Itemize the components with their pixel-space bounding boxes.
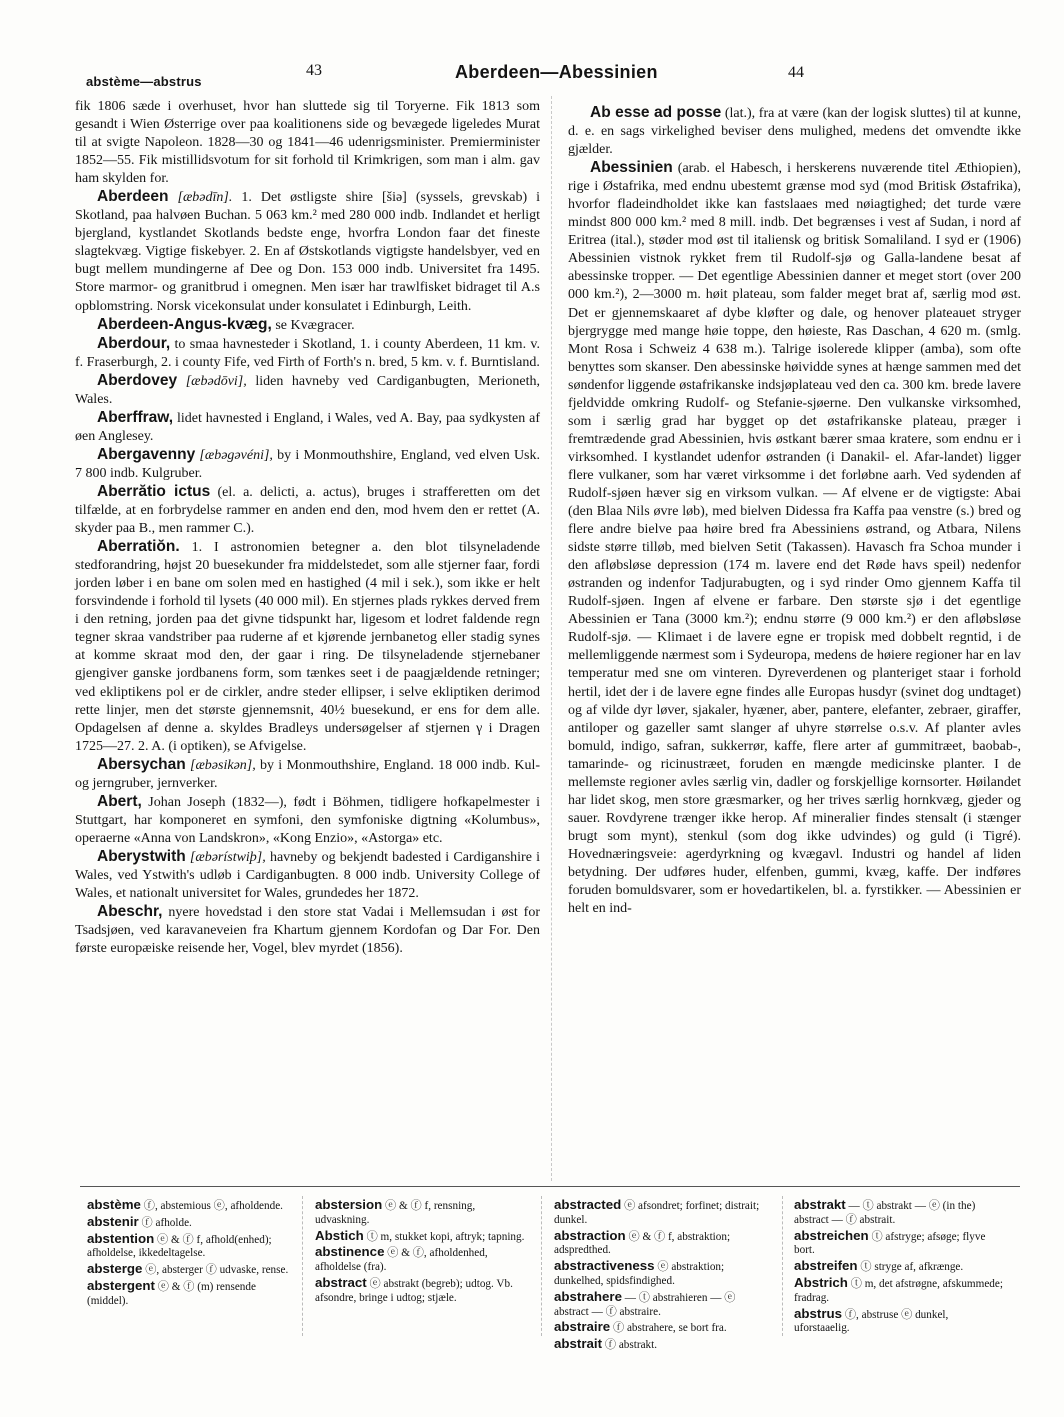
dictionary-entry	[87, 1197, 299, 1214]
entry-headword: abstract	[315, 1274, 367, 1290]
entry-headword: abstrahere	[554, 1288, 622, 1304]
entry-text: — ⓣ abstrakt — ⓔ (in the) abstract — ⓕ abstrait.	[794, 1200, 976, 1226]
dictionary-entry	[794, 1275, 1006, 1306]
entry-text: by i Monmouthshire, England, ved elven Usk. 7 800 indb. Kulgruber.	[75, 447, 540, 481]
entry-headword: abstention	[87, 1230, 155, 1246]
entry-headword: abstenir	[87, 1213, 139, 1229]
dictionary-entry	[794, 1258, 1006, 1275]
dictionary-entry	[75, 446, 540, 483]
entry-pronunciation: [æbədīn].	[177, 190, 233, 206]
entry-headword: abstraire	[554, 1319, 611, 1335]
footer-column-2	[315, 1197, 527, 1306]
entry-text: (lat.), fra at være (kan der logisk sluttes) til at kunne, d. e. en sags virkelighed beviser dens mulighed, medens det omvendte ikke gjælder.	[568, 106, 1021, 158]
entry-headword: Abstich	[315, 1227, 364, 1243]
entry-text: lidet havnested i England, i Wales, ved A. Bay, paa sydkysten af øen Anglesey.	[75, 410, 540, 444]
dictionary-entry	[568, 159, 1021, 918]
dictionary-entry	[75, 756, 540, 793]
dictionary-entry	[554, 1319, 766, 1336]
entry-pronunciation: [æbərístwiþ],	[189, 849, 266, 865]
footer-column-4	[794, 1197, 1006, 1336]
entry-text: ⓔ & ⓕ f, afhold(enhed); afholdelse, ikkedeltagelse.	[87, 1233, 272, 1260]
column-divider	[551, 96, 552, 1181]
entry-headword: Ab esse ad posse	[590, 104, 722, 121]
entry-pronunciation: [æbəsikən],	[190, 757, 256, 773]
dictionary-entry	[554, 1228, 766, 1259]
entry-text: ⓕ, abstruse ⓔ dunkel, uforstaaelig.	[794, 1308, 949, 1335]
entry-headword: abstractiveness	[554, 1258, 655, 1274]
entry-text: ⓔ & ⓕ f, rensning, udvaskning.	[315, 1200, 476, 1226]
entry-headword: abstinence	[315, 1244, 385, 1260]
right-column	[568, 104, 1021, 918]
entry-headword: abstergent	[87, 1277, 155, 1293]
entry-text: ⓣ afstryge; afsøge; flyve bort.	[794, 1230, 986, 1257]
entry-text: liden havneby ved Cardiganbugten, Merioneth, Wales.	[75, 373, 541, 407]
dictionary-entry	[794, 1197, 1006, 1228]
entry-headword: abstracted	[554, 1197, 622, 1212]
page-title: Aberdeen—Abessinien	[455, 62, 658, 82]
entry-headword: abstreifen	[794, 1258, 858, 1274]
entry-text: to smaa havnesteder i Skotland, 1. i county Aberdeen, 11 km. v. f. Fraserburgh, 2. i county Fife, ved Firth of Forth's n. bred, 5 km. v. f. Burntisland.	[75, 336, 540, 370]
dictionary-entry	[75, 409, 540, 446]
entry-text: ⓣ m, det afstrøgne, afskummede; fradrag.	[794, 1277, 1003, 1304]
dictionary-entry	[554, 1258, 766, 1289]
entry-text: ⓔ, absterger ⓕ udvaske, rense.	[142, 1264, 289, 1277]
dictionary-entry	[75, 538, 540, 756]
page-number-right: 44	[788, 64, 804, 81]
dictionary-entry	[75, 188, 540, 315]
entry-headword: Aberffraw,	[97, 408, 174, 426]
dictionary-entry	[315, 1275, 527, 1306]
guide-words: abstème—abstrus	[86, 74, 202, 89]
entry-headword: Aberratiŏn.	[97, 538, 180, 556]
entry-headword: abstraction	[554, 1227, 626, 1243]
entry-headword: abstrakt	[794, 1197, 846, 1212]
entry-text: ⓔ abstrakt (begreb); udtog. Vb. afsondre, bringe i udtog; stjæle.	[315, 1277, 513, 1304]
entry-text: ⓣ stryge af, afkrænge.	[857, 1261, 964, 1274]
entry-text: ⓕ abstrakt.	[602, 1339, 658, 1352]
dictionary-entry	[87, 1278, 299, 1309]
footer-column-3	[554, 1197, 766, 1353]
footer-column-1	[87, 1197, 299, 1309]
page-number-left: 43	[306, 62, 322, 79]
footer-divider	[782, 1196, 783, 1336]
dictionary-entry	[75, 316, 540, 335]
footer-divider	[302, 1196, 303, 1336]
dictionary-entry	[75, 903, 540, 958]
entry-text: ⓣ m, stukket kopi, aftryk; tapning.	[363, 1230, 525, 1243]
dictionary-entry	[568, 104, 1021, 159]
entry-headword: absterge	[87, 1261, 143, 1277]
entry-text: ⓕ afholde.	[138, 1216, 192, 1229]
entry-pronunciation: [æbədōvi],	[185, 373, 247, 389]
dictionary-entry	[75, 483, 540, 538]
entry-text: ⓔ & ⓕ (m) rensende (middel).	[87, 1280, 256, 1307]
entry-headword: Abeschr,	[97, 903, 163, 921]
entry-text: 1. I astronomien betegner a. den blot tilsyneladende stedforandring, højst 20 buesekunder fra middelstedet, som alle stjerner faar, fordi jorden løber i en bane om solen med en hastighed (4 mil i sek.), som ikke er helt forsvindende i forhold til lysets (40 000 mil). En stjernes plads rykkes derved frem i den retning, jorden paa det givne tidspunkt har, ligesom et lodret faldende regn tegner skraa vandstriber paa ruderne af et kjørende jernbanetog eller stadig synes at komme skraat mod den, der gaar i ring. De tilsyneladende stjernebaner gjengiver ganske jordbanens form, som tænkes seet i de paagjældende retninger; ved ekliptikens pol er de cirkler, andre steder ellipser, i selve ekliptiken derimod rette linjer, men det største gjennemsnit, 40½ buesekund, er ens for dem alle. Opdagelsen af denne a. skyldes Bradleys undersøgelser af stjernen γ i Dragen 1725—27. 2. A. (i optiken), se Afvigelse.	[75, 540, 540, 754]
entry-headword: Abstrich	[794, 1274, 848, 1290]
entry-text: ⓔ & ⓕ f, abstraktion; adspredthed.	[554, 1230, 731, 1257]
entry-text: ⓔ afsondret; forfinet; distrait; dunkel.	[554, 1200, 760, 1226]
dictionary-entry	[794, 1306, 1006, 1337]
entry-text: (arab. el Habesch, i herskerens nuværende titel Æthiopien), rige i Østafrika, med endnu ubestemt grænse mod syd (mod Britisk Østafrika), hvorfor fladeindholdet ikke kan fastslaaes med nøiagtighed; det turde være mindst 800 000 km.² med 8 mill. indb. Det begrænses i vest af Sudan, i nord af Eritrea (ital.), støder mod øst til italiensk og britisk Somaliland. I syd er (1906) Abessinien vistnok rykket frem til Rudolf-sjø og Galla-landene besat af abessinske tropper. — Det egentlige Abessinien danner et meget stort (over 200 000 km.²), 2—3000 m. høit plateau, som falder meget brat af, særlig mod øst. Det er gjennemskaaret af dybe kløfter og dale, og henover plateauet stryger bjergrygge med mange høie toppe, den høieste, Ras Daschan, 4 620 m. (smlg. Mont Rosa i Schweiz 4 638 m.). Talrige isolerede klipper (amba), som ofte benyttes som skanser. Den abessinske høividde synes at hænge sammen med det søndenfor liggende østafrikanske indsjøplateau ved den ca. 300 km. brede lavere fjeldvidde omkring Rudolf- og Stefanie-sjøerne. Den vulkanske virksomhed, som i særlig grad har bygget op det østafrikanske plateau, præger i fremtrædende grad Abessinien, hvis østkant bærer smaa kratere, som endnu er i virksomhed. I kystlandet udenfor østranden (i Danakil- el. Afar-landet) ligger flere vulkaner, som har været virksomme i det forløbne aarh. Ved sydenden af Rudolf-sjøen hæver sig en virksom vulkan. — Af elvene er de vigtigste: Abai (den Blaa Nils øvre løb), med bielven Didessa fra Kaffa paa venstre (s.) bred og flere andre bielve paa høire bred fra Abessiniens østrand, og Atbara, Nilens sidste større tilløb, med bielven Setit (Takassen). Havasch fra Schoa munder i den afløbsløse depression (174 m. lavere end det Røde havs speil) nedenfor østranden og indenfor Tadjurabugten, og i syd rinder Omo gjennem Kaffa til Rudolf-sjøen. Ingen af elvene er farbare. Den største sjø i det egentlige Abessinien er Tana (3000 km.²); endnu større (9 000 km.²) er den afløbsløse Rudolf-sjø. — Klimaet i de lavere egne er tropisk med dobbelt regntid, i de mellemliggende nærmest som i Sydeuropa, medens de høiere regioner har en lav temperatur med sne om vinteren. Dyreverdenen og planteriget staar i forhold hertil, idet der i de lavere egne findes alle Europas husdyr (svinet dog undtaget) og af vilde dyr løver, sjakaler, hyæner, aber, pantere, elefanter, zebraer, giraffer, antiloper og gazeller samt slanger af uhyre størrelse o.s.v. Af planter avles bomuld, indigo, safran, sukkerrør, kaffe, flere arter af gummitræet, baobab-, tamarinde- og ricinustræet, foruden en mængde medicinske planter. I de mellemste regioner avles særlig vin, dadler og forskjellige kornsorter. Høilandet har lidet skog, men store græsmarker, og her trives særlig hornkvæg, gjeder og sauer. Rovdyrene trænger ikke herop. Af mineralier findes stensalt (i stænger brugt som mynt), stenkul (som dog ikke udvindes) og guld (i Tigré). Hovednæringsveie: agerdyrkning og kvægavl. Industri og handel af liden betydning. Der udføres huder, elfenben, gummi, kvæg, kaffe. Der indføres foruden bomuldsvarer, som er hovedartikelen, bl. a. fyrstikker. — Abessinien er helt en ind-	[568, 161, 1021, 917]
dictionary-entry	[554, 1289, 766, 1320]
entry-text: (el. a. delicti, a. actus), bruges i strafferetten om det tilfælde, at en forbrydelse rammer en anden end den, mod hvem den er rettet (A. skyder paa B., men rammer C.).	[75, 484, 540, 537]
dictionary-entry	[75, 372, 540, 409]
entry-pronunciation: [æbəgəvéni],	[199, 447, 273, 463]
left-column	[75, 98, 540, 958]
entry-headword: Aberdovey	[97, 371, 178, 389]
entry-text: ⓕ, abstemious ⓔ, afholdende.	[140, 1200, 283, 1212]
dictionary-entry	[75, 848, 540, 903]
entry-text: — ⓣ abstrahieren — ⓔ abstract — ⓕ abstraire.	[554, 1291, 736, 1318]
entry-text: 1. Det østligste shire [šiə] (syssels, grevskab) i Skotland, paa halvøen Buchan. 5 063 km.² med 280 000 indb. Indlandet et herligt bjergland, kystlandet Skotlands bedste enge, hvorfra London faar det fineste slagtekvæg. Vigtige fiskebyer. 2. En af Østskotlands vigtigste handelsbyer, ved en bugt mellem mundingerne af Dee og Don. 153 000 indb. Universitet fra 1495. Store marmor- og granitbrud i omegnen. Men især har trawlfisket bidraget til A.s opblomstring. Norsk vicekonsulat under konsulatet i Edinburgh, Leith.	[75, 190, 541, 314]
entry-text: Johan Joseph (1832—), født i Böhmen, tidligere hofkapelmester i Stuttgart, har komponeret en symfoni, den symfoniske digtning «Kolumbus», operaerne «Anna von Landskron», «Kong Enzio», «Astorga» etc.	[75, 794, 540, 846]
entry-headword: Abersychan	[97, 755, 186, 773]
dictionary-entry	[75, 793, 540, 848]
entry-text: nyere hovedstad i den store stat Vadai i Mellemsudan i øst for Tsadsjøen, ved karavaneveien fra Khartum gjennem Kordofan og Dar For. Den første europæiske reisende her, Vogel, blev myrdet (1856).	[75, 905, 540, 957]
dictionary-entry	[315, 1197, 527, 1228]
entry-headword: Abergavenny	[97, 445, 196, 463]
footer-divider	[541, 1196, 542, 1336]
dictionary-entry	[794, 1228, 1006, 1259]
dictionary-entry	[315, 1244, 527, 1275]
entry-headword: abstème	[87, 1197, 141, 1212]
entry-headword: Aberdour,	[97, 334, 171, 352]
entry-headword: abstreichen	[794, 1227, 869, 1243]
entry-headword: Abessinien	[590, 159, 673, 177]
dictionary-entry	[75, 335, 540, 372]
dictionary-entry	[87, 1214, 299, 1231]
entry-text: fik 1806 sæde i overhuset, hvor han sluttede sig til Toryerne. Fik 1813 som gesandt i Wien Østerrige over paa koalitionens side og bevægede ligeledes Murat til at svigte Napoleon. 1828—30 og 1841—46 udenrigsminister. Premierminister 1852—55. Fik mistillidsvotum for sit forhold til Krimkrigen, som man i alm. gav ham skylden for.	[75, 99, 540, 187]
entry-text: ⓕ abstrahere, se bort fra.	[610, 1322, 727, 1335]
entry-text: ⓔ abstraktion; dunkelhed, spidsfindighed.	[554, 1261, 725, 1287]
entry-headword: abstrus	[794, 1305, 843, 1321]
dictionary-entry	[554, 1197, 766, 1228]
dictionary-entry	[87, 1261, 299, 1278]
entry-headword: Abert,	[97, 792, 142, 810]
entry-text: se Kvægracer.	[271, 317, 355, 333]
dictionary-entry	[315, 1228, 527, 1245]
entry-text: havneby og bekjendt badested i Cardiganshire i Wales, ved Ystwith's udløb i Cardiganbugten. 8 000 indb. University College of Wales, et nationalt universitet for Wales, grundedes her 1872.	[75, 849, 540, 902]
entry-headword: Aberdeen-Angus-kvæg,	[97, 315, 272, 333]
entry-text: by i Monmouthshire, England. 18 000 indb. Kul- og jerngruber, jernverker.	[75, 757, 540, 791]
entry-headword: Aberrătio ictus	[97, 482, 211, 500]
dictionary-entry	[75, 98, 540, 188]
entry-headword: Aberystwith	[97, 847, 186, 865]
dictionary-entry	[87, 1231, 299, 1262]
dictionary-entry	[554, 1336, 766, 1353]
entry-headword: abstrait	[554, 1336, 603, 1352]
entry-text: ⓔ & ⓕ, afholdenhed, afholdelse (fra).	[315, 1247, 488, 1274]
entry-headword: Aberdeen	[97, 188, 169, 206]
footer-rule	[80, 1186, 1020, 1187]
entry-headword: abstersion	[315, 1197, 383, 1212]
